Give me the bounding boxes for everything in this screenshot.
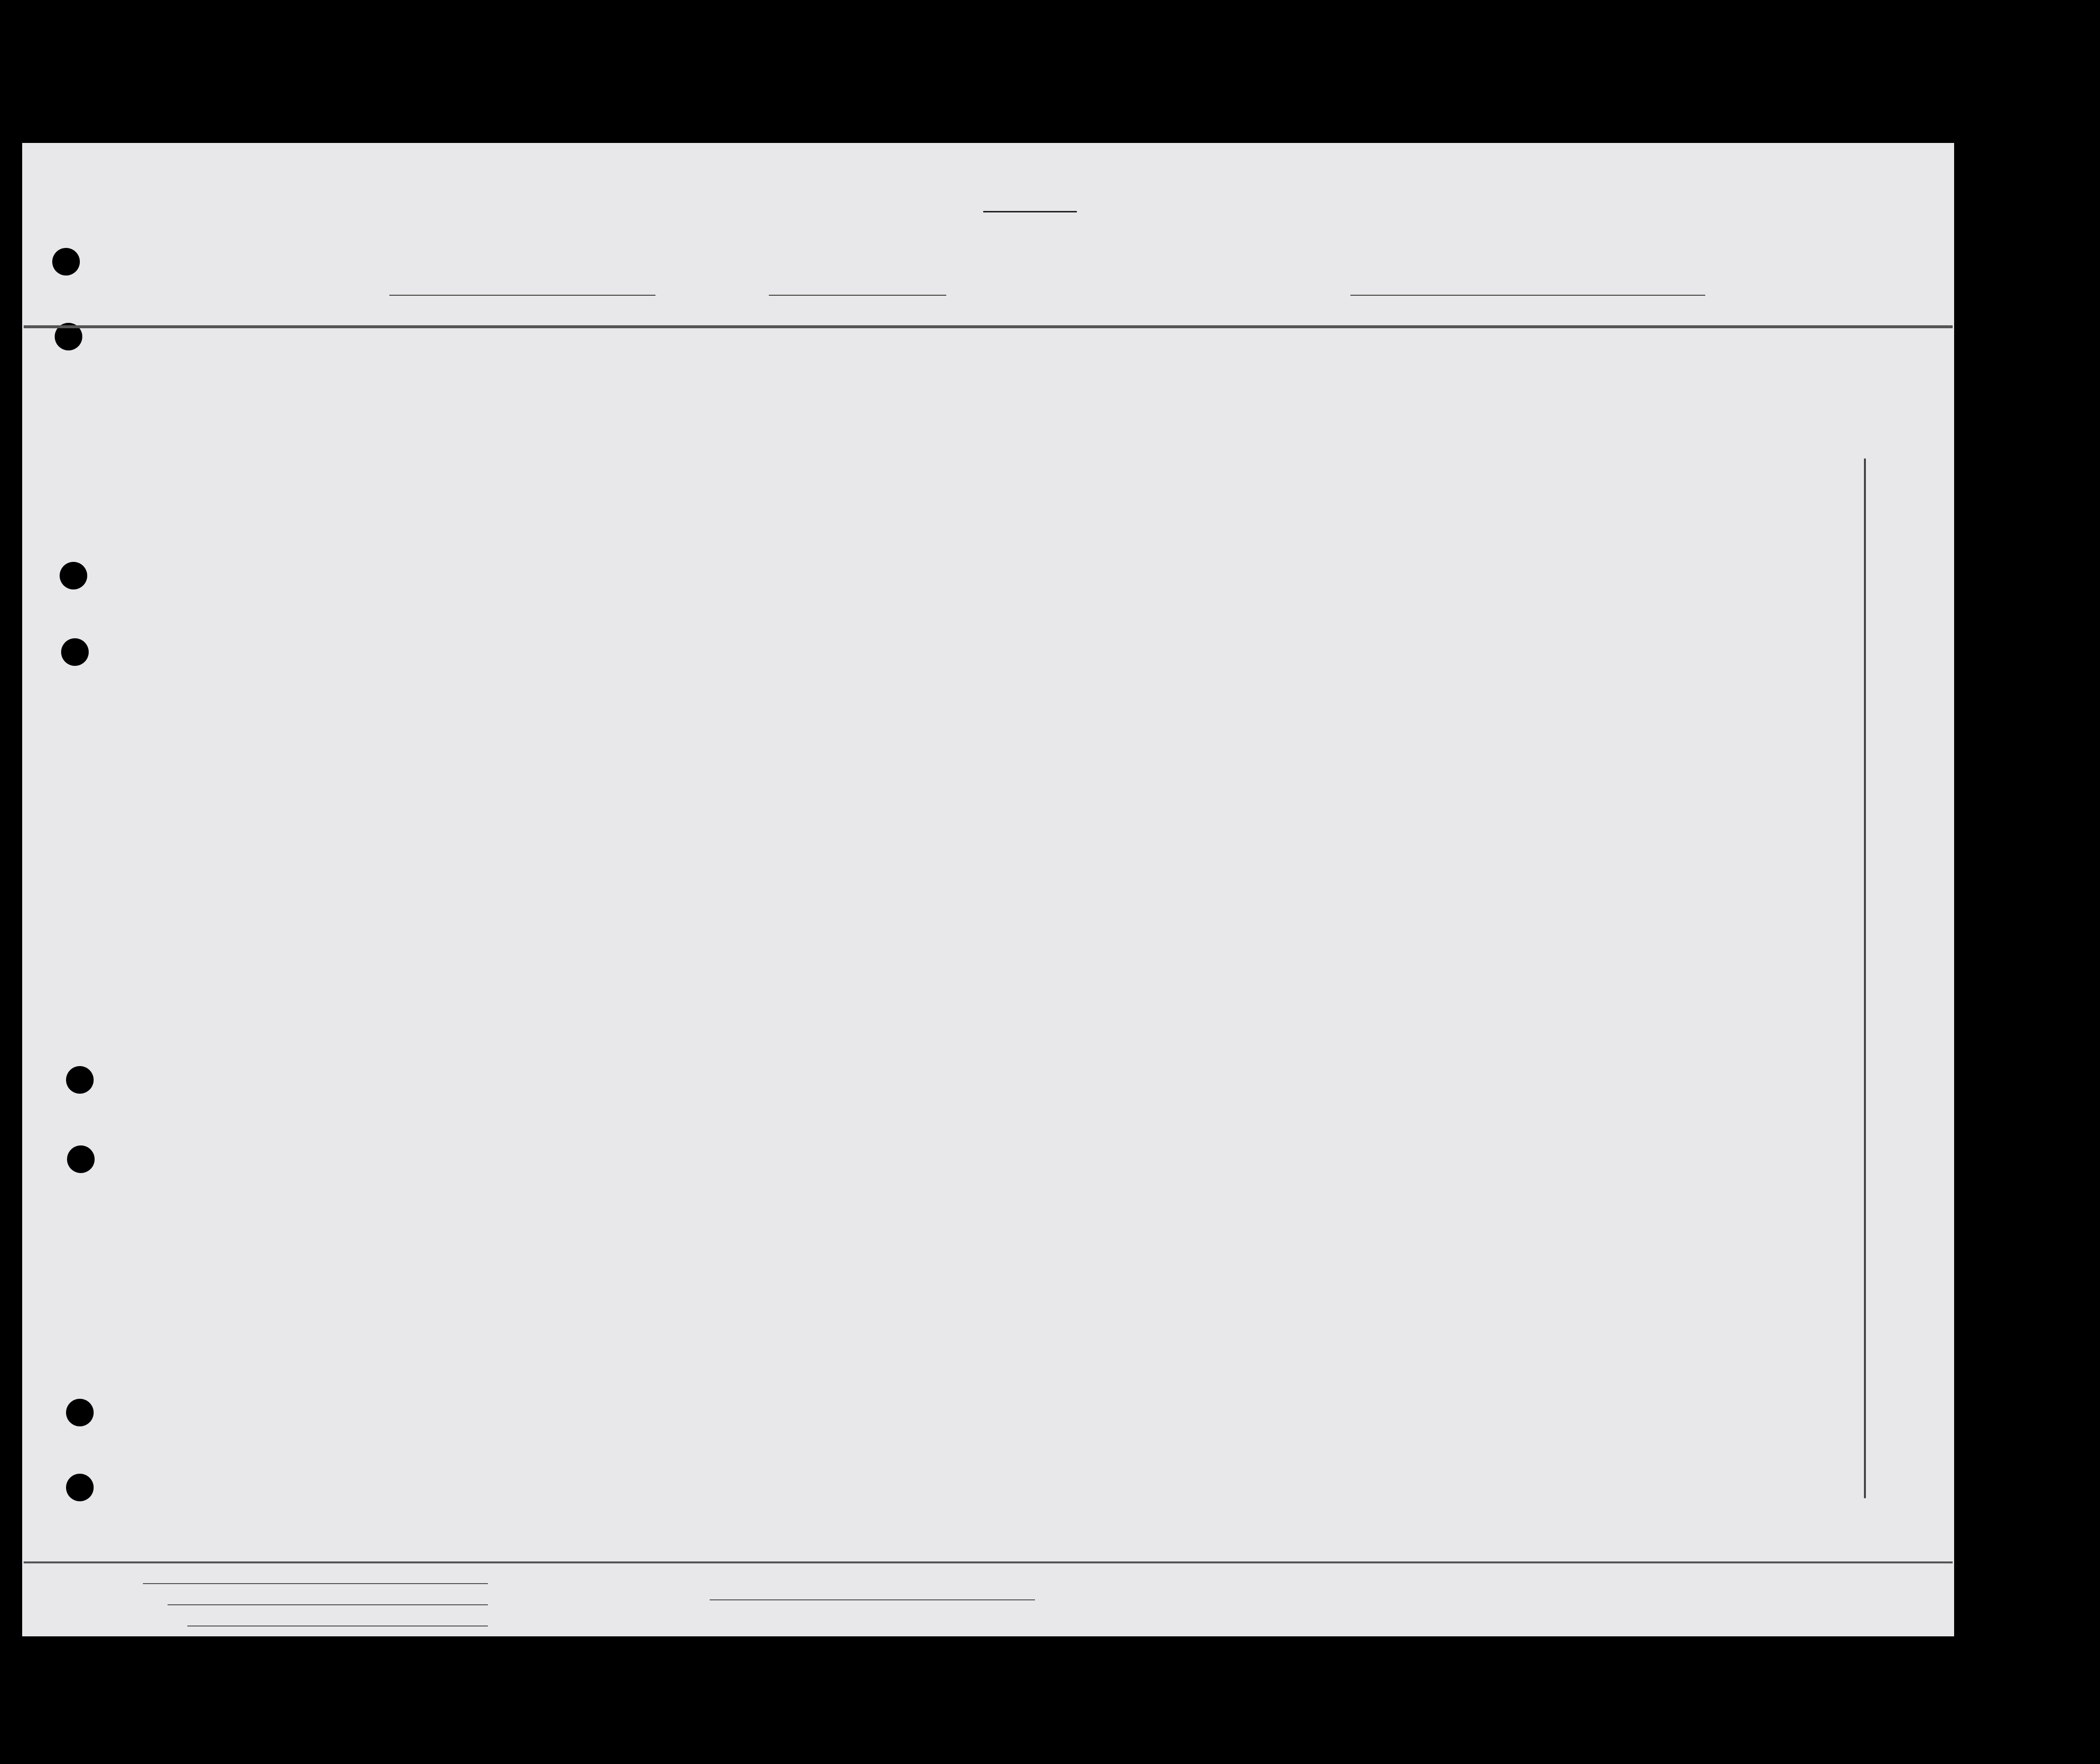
table-top-rule xyxy=(24,325,1953,328)
punch-hole xyxy=(61,638,89,666)
arriving-underline xyxy=(769,295,946,296)
punch-hole xyxy=(60,562,87,589)
owners-underline xyxy=(168,1604,488,1605)
punch-hole xyxy=(67,1145,95,1173)
punch-hole xyxy=(66,1066,94,1094)
vessel-underline xyxy=(389,295,655,296)
from-underline xyxy=(1350,295,1705,296)
punch-hole xyxy=(52,248,80,276)
inspector-underline xyxy=(710,1599,1035,1600)
table-bottom-rule xyxy=(24,1561,1953,1563)
title-rule xyxy=(983,211,1077,212)
manifest-sheet xyxy=(22,143,1954,1636)
remarks-bracket-line xyxy=(1864,458,1866,1498)
punch-hole xyxy=(66,1474,94,1501)
punch-hole xyxy=(66,1399,94,1426)
line-underline xyxy=(143,1583,488,1584)
